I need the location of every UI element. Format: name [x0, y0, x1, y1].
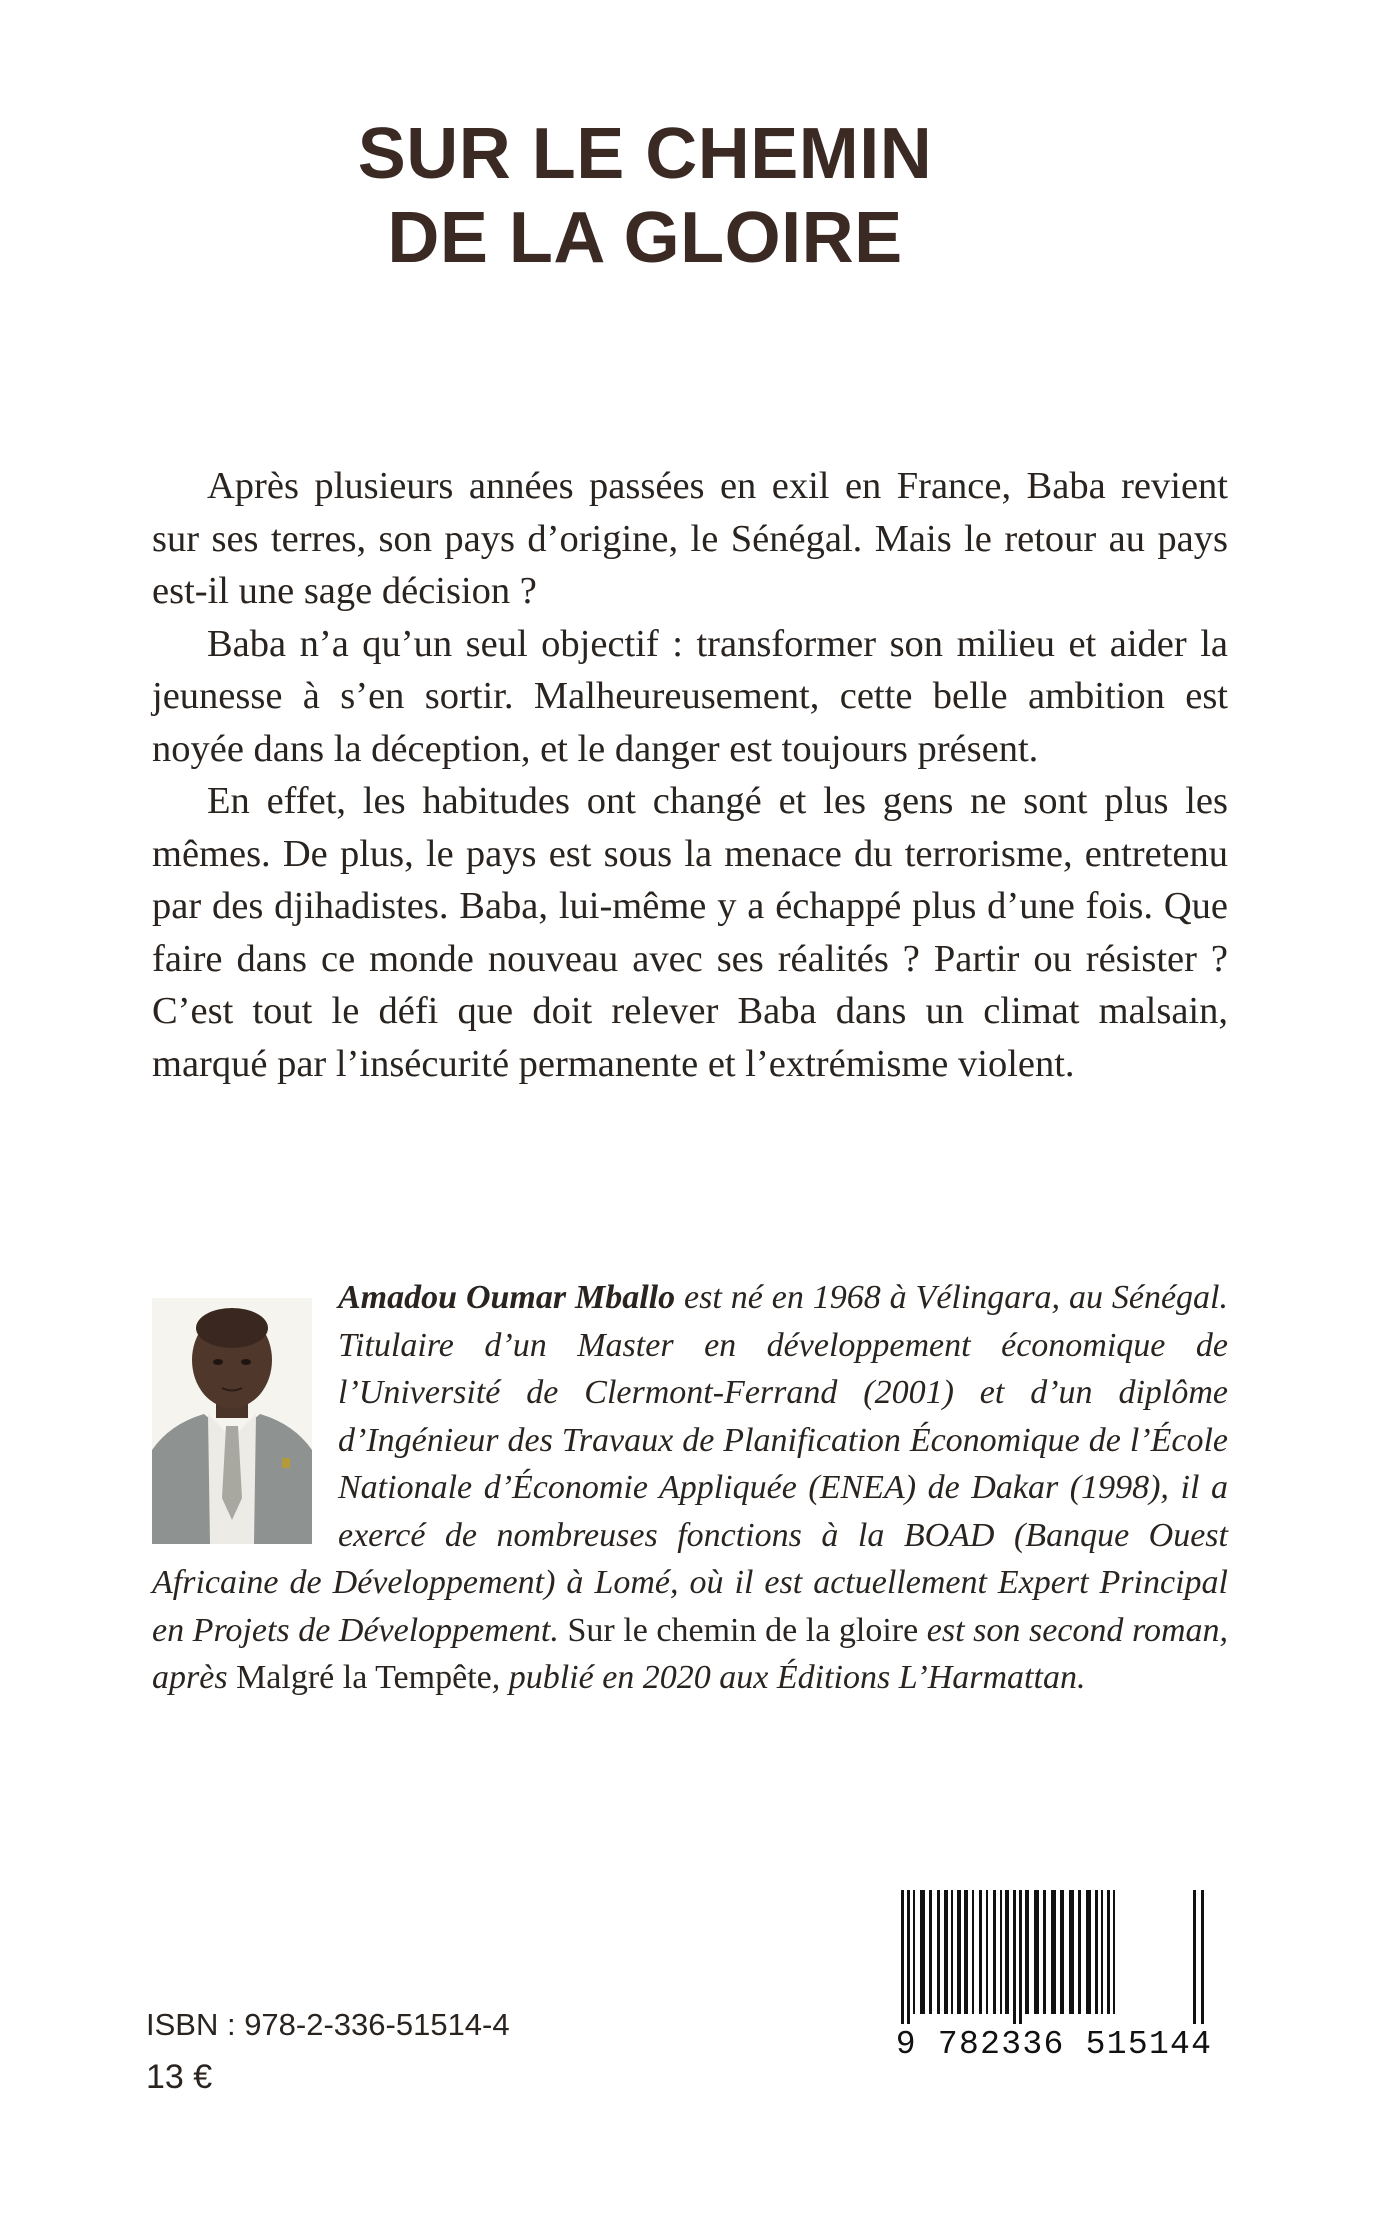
barcode-bar	[913, 1890, 915, 2014]
author-photo	[152, 1298, 312, 1544]
barcode-bar	[1043, 1890, 1046, 2014]
barcode-bar	[907, 1890, 910, 2024]
barcode-bar	[1051, 1890, 1056, 2014]
book-title	[0, 112, 1290, 280]
isbn-label: ISBN : 978-2-336-51514-4	[146, 2007, 510, 2042]
barcode-bar	[1113, 1890, 1115, 2014]
barcode-bar	[1069, 1890, 1074, 2014]
price-label: 13 €	[146, 2058, 213, 2096]
barcode-bar	[1025, 1890, 1029, 2014]
book-title-line-2: DE LA GLOIRE	[387, 198, 903, 278]
barcode-bar	[979, 1890, 982, 2014]
isbn-barcode	[893, 1890, 1215, 2062]
author-bio	[152, 1274, 1228, 1702]
barcode-bars	[893, 1890, 1215, 2024]
barcode-bar	[964, 1890, 968, 2014]
barcode-bar	[1201, 1890, 1204, 2024]
back-cover-blurb	[152, 460, 1228, 1090]
barcode-bar	[937, 1890, 940, 2014]
barcode-bar	[929, 1890, 932, 2014]
barcode-bar	[1086, 1890, 1091, 2014]
barcode-digits: 9 782336 515144	[895, 2026, 1213, 2063]
barcode-bar	[1019, 1890, 1022, 2024]
barcode-bar	[1193, 1890, 1196, 2024]
barcode-bar	[1101, 1890, 1103, 2014]
barcode-bar	[993, 1890, 996, 2014]
blurb-paragraph-1: Après plusieurs années passées en exil en France, Baba revient sur ses terres, son pays d’origine, le Sénégal. Mais le retour au pays est-il une sage décision ?	[152, 465, 1228, 612]
barcode-bar	[1060, 1890, 1064, 2014]
barcode-bar	[1078, 1890, 1081, 2014]
barcode-bar	[1095, 1890, 1098, 2014]
barcode-bar	[901, 1890, 904, 2024]
blurb-paragraph-3: En effet, les habitudes ont changé et les gens ne sont plus les mêmes. De plus, le pays est sous la menace du terrorisme, entretenu par des djihadistes. Baba, lui-même y a échappé plus d’une fois. Que faire dans ce monde nouveau avec ses réalités ? Partir ou résister ? C’est tout le défi que doit relever Baba dans un climat malsain, marqué par l’insécurité permanente et l’extrémisme violent.	[152, 780, 1228, 1085]
book-title-line-1: SUR LE CHEMIN	[357, 114, 933, 194]
barcode-bar	[944, 1890, 948, 2014]
author-name: Amadou Oumar Mballo	[338, 1279, 676, 1316]
barcode-bar	[1013, 1890, 1016, 2024]
author-bio-text-1: est né en 1968 à Vélingara, au Sénégal. Titulaire d’un Master en développement économique de l’Université de Clermont-Ferrand (2001) et d’un diplôme d’Ingénieur des Travaux de Planification Économique de l’École Nationale d’Économie Appliquée (ENEA) de Dakar (1998), il a exercé de nombreuses fonctions à la BOAD (Banque Ouest Africaine de Développement) à Lomé, où il est actuellement Expert Principal en Projets de Développement.	[152, 1279, 1228, 1649]
barcode-bar	[1034, 1890, 1039, 2014]
barcode-bar	[972, 1890, 974, 2014]
barcode-bar	[957, 1890, 961, 2014]
previous-book-title: Malgré la Tempête	[227, 1659, 492, 1696]
author-bio-text-3: , publié en 2020 aux Éditions L’Harmattan.	[491, 1659, 1086, 1696]
blurb-paragraph-2: Baba n’a qu’un seul objectif : transformer son milieu et aider la jeunesse à s’en sortir. Malheureusement, cette belle ambition est noyée dans la déception, et le danger est toujours présent.	[152, 622, 1228, 770]
barcode-bar	[986, 1890, 988, 2014]
barcode-bar	[1000, 1890, 1002, 2014]
barcode-bar	[920, 1890, 925, 2014]
barcode-bar	[1005, 1890, 1009, 2014]
barcode-bar	[951, 1890, 953, 2014]
barcode-bar	[1107, 1890, 1110, 2014]
author-bio-text-2: est son second roman, après	[152, 1611, 1229, 1696]
book-title-reference: Sur le chemin de la gloire	[558, 1611, 919, 1649]
